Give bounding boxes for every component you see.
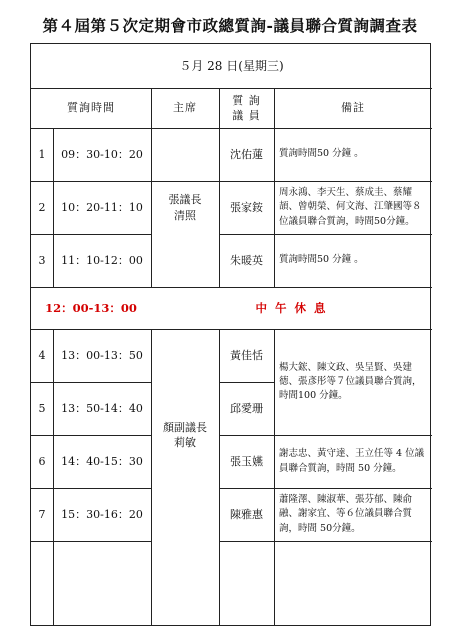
row-time: 11：10-12：00	[61, 253, 143, 267]
row-member: 陳雅惠	[230, 507, 263, 521]
row-number: 5	[38, 401, 46, 415]
chair-afternoon-title: 顏副議長	[163, 420, 207, 434]
row-member: 張家銨	[230, 200, 263, 214]
row-note: 質詢時間50 分鐘 。	[279, 254, 364, 266]
divider	[219, 541, 432, 542]
row-number: 6	[38, 454, 46, 468]
chair-afternoon	[151, 329, 219, 541]
header-chair: 主席	[173, 101, 197, 115]
chair-afternoon-name: 莉敏	[174, 436, 196, 449]
row-time: 09：30-10：20	[61, 147, 143, 161]
row-number: 2	[38, 200, 46, 214]
header-time: 質詢時間	[67, 101, 115, 115]
row-time: 15：30-16：20	[61, 507, 143, 521]
row-number: 4	[38, 348, 46, 362]
page-title: 第４屆第５次定期會市政總質詢-議員聯合質詢調查表	[42, 16, 418, 35]
chair-morning-title: 張議長	[168, 193, 202, 207]
chair-morning-name: 清照	[174, 208, 196, 222]
lunch-time: 12：00-13：00	[45, 300, 137, 315]
lunch-label: 中 午 休 息	[255, 300, 328, 315]
row-number: 3	[38, 253, 46, 267]
row-note: 質詢時間50 分鐘 。	[279, 148, 364, 160]
row-note: 周永鴻、李天生、蔡成圭、蔡耀頡、曾朝榮、何文海、江肇國等８位議員聯合質詢，時間50分鐘。	[279, 187, 422, 227]
row-member: 朱暖英	[230, 253, 263, 267]
row-member: 邱愛珊	[230, 401, 263, 415]
divider	[274, 329, 275, 626]
header-member	[219, 88, 274, 128]
row-member: 黃佳恬	[230, 348, 263, 362]
row-member: 沈佑蓮	[230, 147, 263, 161]
date-heading: ５月 28 日(星期三)	[179, 58, 284, 73]
row-note: 楊大鋐、陳文政、吳呈賢、吳建德、張彥彤等７位議員聯合質詢，時間100 分鐘。	[279, 361, 422, 402]
row-member: 張玉嬿	[230, 454, 263, 468]
row-number: 7	[38, 507, 46, 521]
row-note: 蕭隆澤、陳淑華、張芬郁、陳俞融、謝家宜、等６位議員聯合質詢，時間 50分鐘。	[279, 494, 413, 534]
chair-morning	[151, 128, 219, 287]
row-time: 13：00-13：50	[61, 348, 143, 362]
row-number: 1	[38, 147, 46, 161]
row-time: 14：40-15：30	[61, 454, 143, 468]
row-time: 10：20-11：10	[61, 200, 143, 214]
divider	[31, 541, 151, 542]
header-note: 備註	[341, 101, 365, 115]
row-note: 謝志忠、黃守達、王立任等 4 位議員聯合質詢，時間 50 分鐘。	[279, 448, 425, 474]
header-member-line1: 質 詢	[232, 93, 261, 107]
row-time: 13：50-14：40	[61, 401, 143, 415]
schedule-table	[30, 43, 431, 626]
header-member-line2: 議 員	[232, 109, 261, 122]
